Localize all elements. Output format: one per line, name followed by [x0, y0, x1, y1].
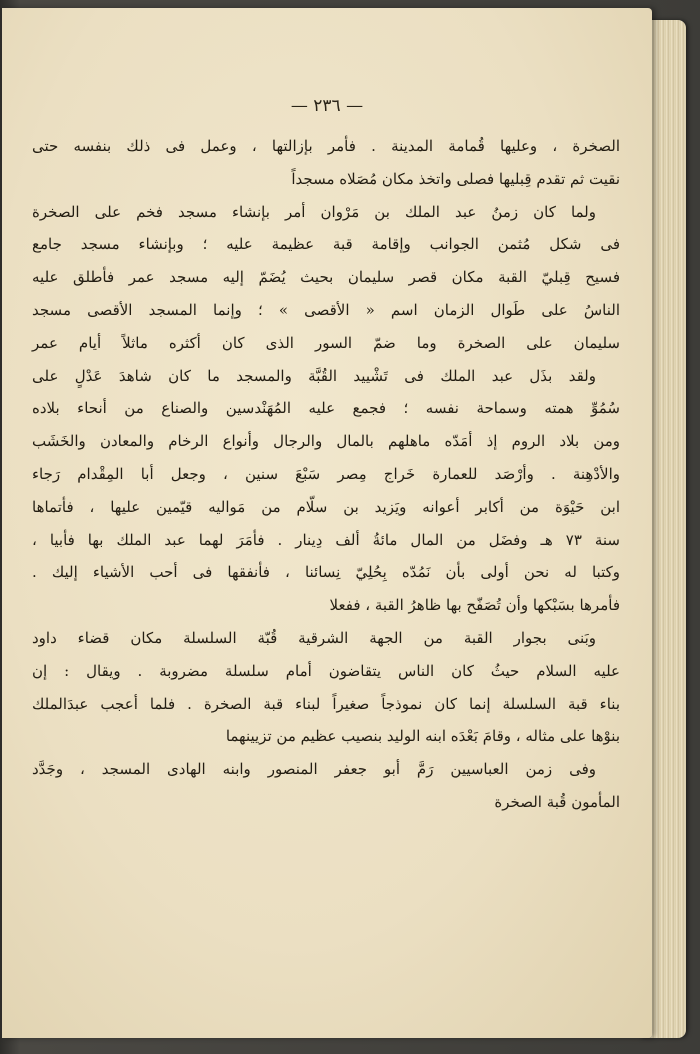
text-line: ولقد بذَل عبد الملك فى تَشْييد القُبَّة والمسجد ما كان شاهدَ عَدْلٍ على [32, 366, 596, 385]
text-line: فأمرها بسَبْكها وأن تُصَفّح بها ظاهرُ القبة ، ففعلا [329, 596, 620, 615]
text-line: ولما كان زمنُ عبد الملك بن مَرْوان أمر بإنشاء مسجد فخم على الصخرة [32, 202, 596, 221]
text-line: وفى زمن العباسيين رَمَّ أبو جعفر المنصور وابنه الهادى المسجد ، وجَدَّد [32, 760, 596, 779]
body-text [32, 130, 620, 819]
text-line: ومن بلاد الروم إذ أمَدّه ماهلهم بالمال والرجال وأنواع الرخام والمعادن والخَشَب [32, 432, 620, 451]
text-line: بنوْها على مثاله ، وقامَ بَعْدَه ابنه الوليد بنصيب عظيم من تزيينهما [225, 727, 620, 746]
text-line: فسيح قِبليّ القبة مكان قصر سليمان بحيث يُضَمّ إليه مسجد عمر فأطلق عليه [32, 268, 620, 287]
text-line: سليمان على الصخرة وما ضمّ السور الذى كان أكثره ماثلاً أيام عمر [32, 333, 620, 352]
text-line: فى شكل مُثمن الجوانب وإقامة قبة عظيمة عليه ؛ وبإنشاء مسجد جامع [32, 235, 620, 254]
text-line: وبَنى بجوار القبة من الجهة الشرقية قُبّة السلسلة مكان قضاء داود [32, 628, 596, 647]
text-line: عليه السلام حيثُ كان الناس يتقاضون أمام سلسلة مضروبة . ويقال : إن [32, 661, 620, 680]
text-line: ابن حَيْوَة من أكابر أعوانه ويَزيد بن سلّام من مَواليه قيّمين عليها ، فأتماها [32, 497, 620, 516]
text-line: بناء قبة السلسلة إنما كان نموذجاً صغيراً لبناء قبة الصخرة . فلما أعجب عبدَالملك [32, 694, 620, 713]
text-line: سُمُوِّ همته وسماحة نفسه ؛ فجمع عليه المُهَنْدسين والصناع من أنحاء بلاده [32, 399, 620, 418]
book-page [2, 8, 652, 1038]
text-line: الناسُ على طَوال الزمان اسم « الأقصى » ؛ وإنما المسجد الأقصى مسجد [32, 300, 620, 319]
text-line: وكتبا له نحن أولى بأن نَمُدّه بِحُلِيّ نِسائنا ، فأنفقها فى أحب الأشياء إليك . [32, 563, 620, 582]
page-number-header: — ٢٣٦ — [290, 96, 364, 116]
text-line: الصخرة ، وعليها قُمامة المدينة . فأمر بإزالتها ، وعمل فى ذلك بنفسه حتى [32, 137, 620, 155]
text-line: والأدْهِنة . وأرْصَد للعمارة خَراج مِصر سَبْعَ سنين ، وجعل أبا المِقْدام رَجاء [32, 464, 620, 483]
text-line: المأمون قُبة الصخرة [494, 792, 620, 811]
text-line: سنة ٧٣ هـ وفضَل من المال مائةُ ألف دِينار . فأمَرَ لهما عبد الملك بها فأبيا ، [32, 530, 621, 549]
text-line: نقيت ثم تقدم قِبليها فصلى واتخذ مكان مُصَلاه مسجداً [291, 169, 620, 188]
